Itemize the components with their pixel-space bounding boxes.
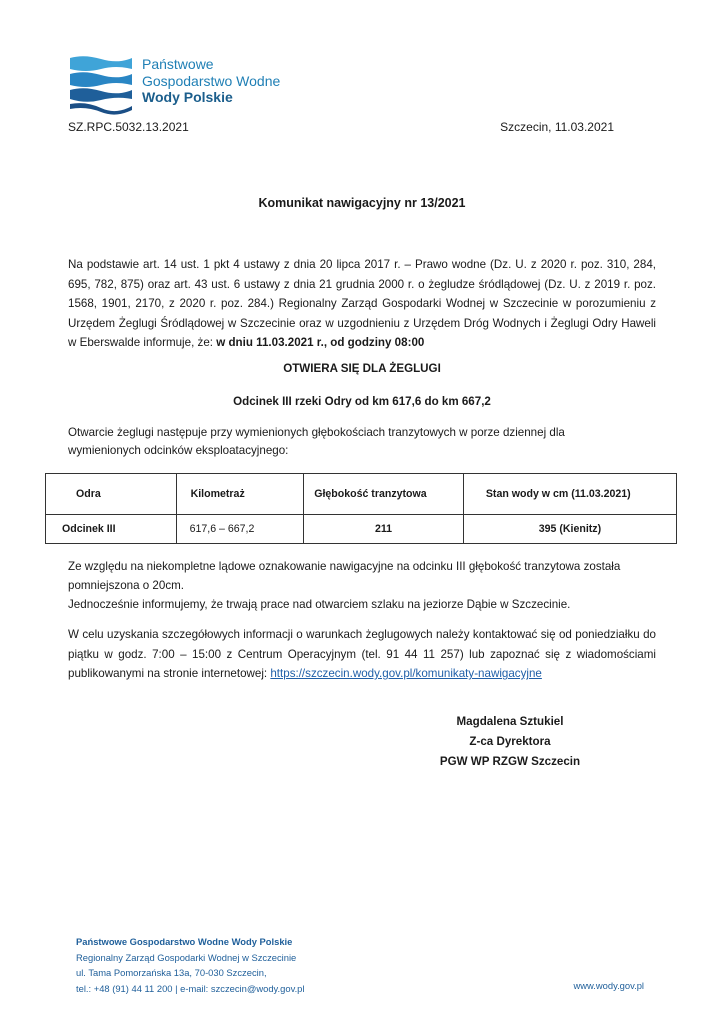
contact-text: W celu uzyskania szczegółowych informacji o warunkach żeglugowych należy kontaktować się od poniedziałku do piątku w godz. 7:00 – 15:00 z Centrum Operacyjnym (tel. 91 44 11 257) lub zapoznać się z wiadomościami publikowanymi na stronie internetowej: bbox=[68, 628, 656, 681]
table-cell: 395 (Kienitz) bbox=[463, 515, 676, 544]
table-header-cell: Kilometraż bbox=[176, 474, 304, 515]
komunikaty-link[interactable]: https://szczecin.wody.gov.pl/komunikaty-nawigacyjne bbox=[270, 667, 542, 681]
signature-name: Magdalena Sztukiel bbox=[456, 715, 564, 728]
table-header-cell: Odra bbox=[46, 474, 177, 515]
signature-org: PGW WP RZGW Szczecin bbox=[439, 755, 581, 768]
note-depth-reduction: Ze względu na niekompletne lądowe oznakowanie nawigacyjne na odcinku III głębokość tranzytowa została pomniejszona o 20cm. bbox=[68, 560, 621, 592]
place-date: Szczecin, 11.03.2021 bbox=[500, 120, 614, 134]
logo-line-3: Wody Polskie bbox=[142, 89, 233, 105]
table-header-row bbox=[46, 474, 677, 515]
reference-number: SZ.RPC.5032.13.2021 bbox=[68, 120, 189, 134]
signature-block bbox=[430, 712, 590, 772]
table-cell: Odcinek III bbox=[46, 515, 177, 544]
heading-section: Odcinek III rzeki Odry od km 617,6 do km 667,2 bbox=[233, 395, 491, 408]
logo-text bbox=[142, 56, 280, 106]
table-header-cell: Stan wody w cm (11.03.2021) bbox=[463, 474, 676, 515]
navigation-table bbox=[45, 473, 677, 544]
table-cell: 617,6 – 667,2 bbox=[176, 515, 304, 544]
logo-line-2: Gospodarstwo Wodne bbox=[142, 72, 281, 89]
table-header-cell: Głębokość tranzytowa bbox=[304, 474, 464, 515]
notes bbox=[68, 557, 658, 614]
depth-intro: Otwarcie żeglugi następuje przy wymienionych głębokościach tranzytowych w porze dziennej dla wymienionych odcinków eksploatacyjnego: bbox=[68, 426, 565, 457]
intro-bold-date: w dniu 11.03.2021 r., od godziny 08:00 bbox=[216, 336, 425, 350]
intro-paragraph bbox=[68, 255, 656, 353]
note-dabie: Jednocześnie informujemy, że trwają prace nad otwarciem szlaku na jeziorze Dąbie w Szczecinie. bbox=[68, 598, 571, 611]
document-title: Komunikat nawigacyjny nr 13/2021 bbox=[258, 196, 466, 210]
logo bbox=[68, 52, 308, 118]
intro-text: Na podstawie art. 14 ust. 1 pkt 4 ustawy z dnia 20 lipca 2017 r. – Prawo wodne (Dz. U. z 2020 r. poz. 310, 284, 695, 782, 875) oraz art. 43 ust. 6 ustawy z dnia 21 grudnia 2000 r. o żegludze śródlądowej (Dz. U. z 2019 r. poz. 1568, 1901, 2170, z 2020 r. poz. 284.) Regionalny Zarząd Gospodarki Wodnej w Szczecinie w porozumieniu z Urzędem Żeglugi Śródlądowej w Szczecinie oraz w uzgodnieniu z Urzędem Dróg Wodnych i Żeglugi Odry Haweli w Eberswalde informuje, że: bbox=[68, 258, 656, 350]
footer-website: www.wody.gov.pl bbox=[573, 980, 644, 991]
footer-org: Państwowe Gospodarstwo Wodne Wody Polskie bbox=[76, 936, 293, 947]
signature-role: Z-ca Dyrektora bbox=[469, 735, 551, 748]
footer-address bbox=[76, 934, 304, 996]
contact-paragraph bbox=[68, 625, 656, 684]
table-cell: 211 bbox=[304, 515, 464, 544]
logo-line-1: Państwowe bbox=[142, 56, 214, 72]
heading-open: OTWIERA SIĘ DLA ŻEGLUGI bbox=[283, 362, 441, 375]
footer-street: ul. Tama Pomorzańska 13a, 70-030 Szczecin, bbox=[76, 967, 267, 979]
wody-polskie-logo-icon bbox=[68, 54, 134, 116]
footer-contact: tel.: +48 (91) 44 11 200 | e-mail: szczecin@wody.gov.pl bbox=[76, 982, 305, 994]
footer-region: Regionalny Zarząd Gospodarki Wodnej w Szczecinie bbox=[76, 951, 297, 963]
table-row bbox=[46, 515, 677, 544]
